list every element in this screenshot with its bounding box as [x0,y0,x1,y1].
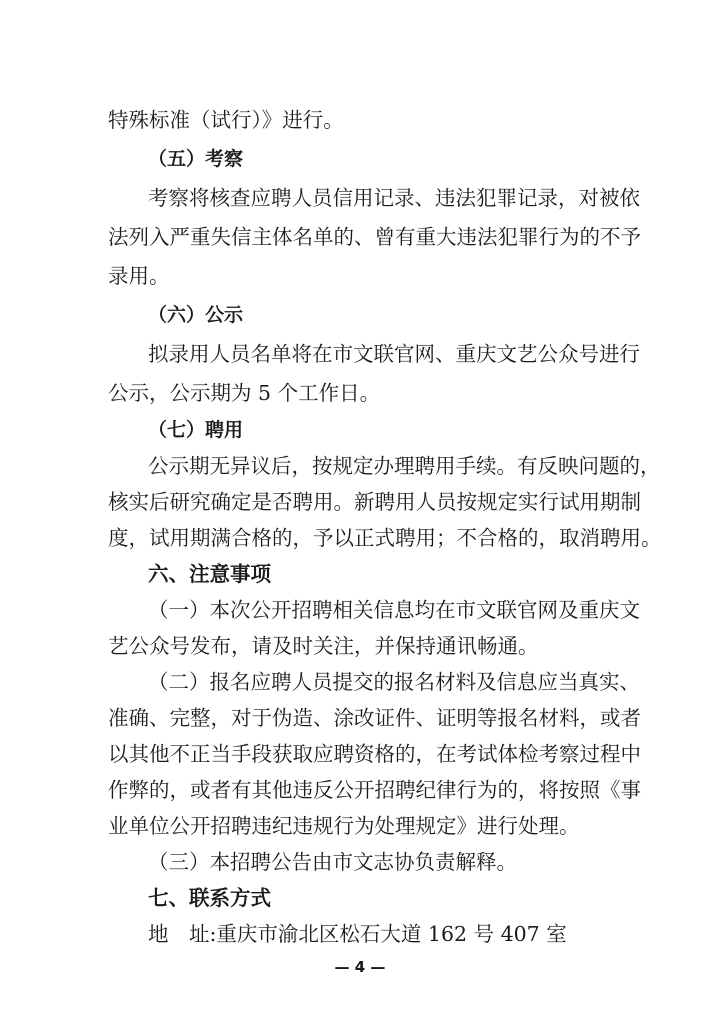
paragraph-line: 度，试用期满合格的，予以正式聘用；不合格的，取消聘用。 [108,526,662,550]
paragraph-line: 公示期无异议后，按规定办理聘用手续。有反映问题的， [148,454,661,478]
paragraph-line: （一）本次公开招聘相关信息均在市文联官网及重庆文 [148,598,640,622]
paragraph-line: 作弊的，或者有其他违反公开招聘纪律行为的，将按照《事 [108,778,641,802]
paragraph-line: 录用。 [108,264,170,288]
paragraph-line: 法列入严重失信主体名单的、曾有重大违法犯罪行为的不予 [108,225,641,249]
paragraph-line: 准确、完整，对于伪造、涂改证件、证明等报名材料，或者 [108,706,641,730]
contact-address-line: 地 址:重庆市渝北区松石大道 162 号 407 室 [148,922,567,946]
paragraph-line: 核实后研究确定是否聘用。新聘用人员按规定实行试用期制 [108,490,641,514]
paragraph-line: 以其他不正当手段获取应聘资格的，在考试体检考察过程中 [108,742,641,766]
paragraph-line: 特殊标准（试行）》进行。 [108,108,344,132]
section-subheading-publicity: （六）公示 [148,304,244,326]
paragraph-line: （二）报名应聘人员提交的报名材料及信息应当真实、 [148,670,640,694]
section-subheading-inspection: （五）考察 [148,148,244,170]
paragraph-line: 公示，公示期为 5 个工作日。 [108,381,381,405]
paragraph-line: 艺公众号发布，请及时关注，并保持通讯畅通。 [108,634,539,658]
paragraph-line: （三）本招聘公告由市文志协负责解释。 [148,850,517,874]
paragraph-line: 业单位公开招聘违纪违规行为处理规定》进行处理。 [108,814,580,838]
section-heading-notes: 六、注意事项 [148,562,271,586]
section-subheading-employment: （七）聘用 [148,419,244,441]
section-heading-contact: 七、联系方式 [148,886,271,910]
paragraph-line: 考察将核查应聘人员信用记录、违法犯罪记录，对被依 [148,186,640,210]
page-number: — 4 — [334,958,386,976]
paragraph-line: 拟录用人员名单将在市文联官网、重庆文艺公众号进行 [148,342,640,366]
